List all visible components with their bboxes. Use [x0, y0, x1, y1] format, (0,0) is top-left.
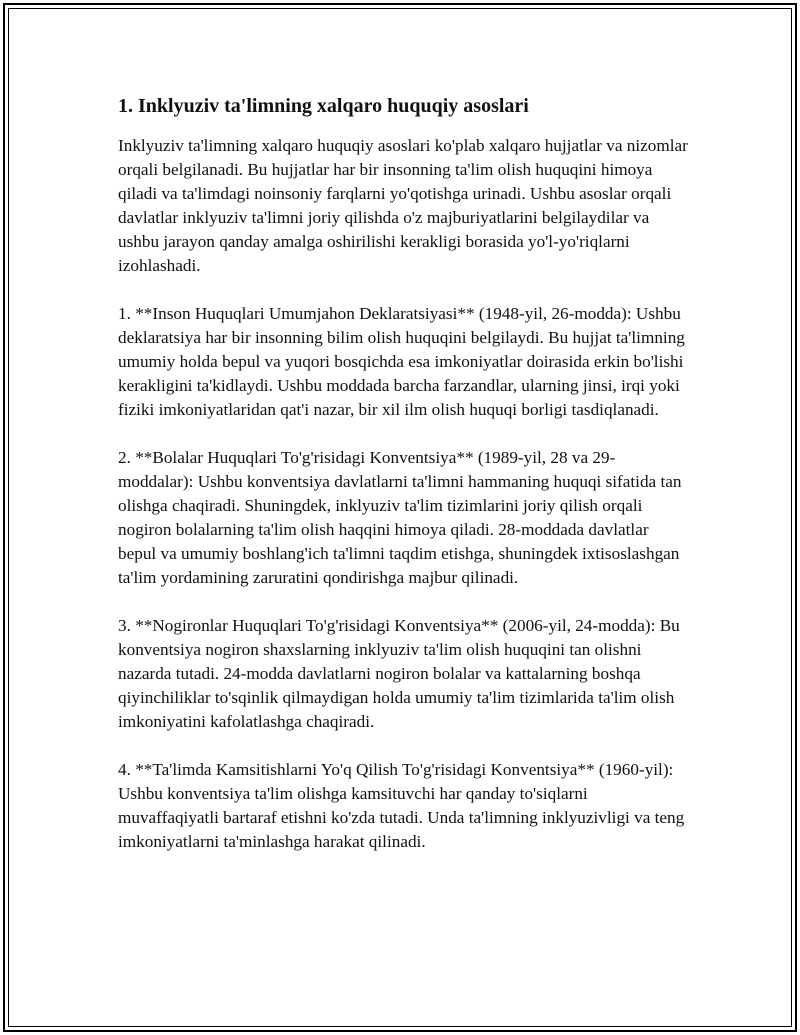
paragraph-crc: 2. **Bolalar Huquqlari To'g'risidagi Konventsiya** (1989-yil, 28 va 29-moddalar): Ushbu konventsiya davlatlarni ta'limni hammaning huquqi sifatida tan olishga chaqiradi. Shuningdek, inklyuziv ta'lim tizimlarini joriy qilish orqali nogiron bolalarning ta'lim olish haqqini himoya qiladi. 28-moddada davlatlar bepul va umumiy boshlang'ich ta'limni taqdim etishga, shuningdek ixtisoslashgan ta'lim yordamining zaruratini qondirishga majbur qilinadi.: [118, 448, 682, 587]
document-content: [118, 92, 690, 878]
intro-paragraph: Inklyuziv ta'limning xalqaro huquqiy asoslari ko'plab xalqaro hujjatlar va nizomlar orqali belgilanadi. Bu hujjatlar har bir insonning ta'lim olish huquqini himoya qiladi va ta'limdagi noinsoniy farqlarni yo'qotishga urinadi. Ushbu asoslar orqali davlatlar inklyuziv ta'limni joriy qilishda o'z majburiyatlarini belgilaydilar va ushbu jarayon qanday amalga oshirilishi kerakligi borasida yo'l-yo'riqlarni izohlashadi.: [118, 136, 688, 275]
paragraph-crpd: 3. **Nogironlar Huquqlari To'g'risidagi Konventsiya** (2006-yil, 24-modda): Bu konventsiya nogiron shaxslarning inklyuziv ta'lim olish huquqini tan olishni nazarda tutadi. 24-modda davlatlarni nogiron bolalar va kattalarning boshqa qiyinchiliklar to'sqinlik qilmaydigan holda umumiy ta'lim tizimlarida ta'lim olish imkoniyatini kafolatlashga chaqiradi.: [118, 616, 680, 731]
paragraph-udhr: 1. **Inson Huquqlari Umumjahon Deklaratsiyasi** (1948-yil, 26-modda): Ushbu deklaratsiya har bir insonning bilim olish huquqini belgilaydi. Bu hujjat ta'limning umumiy holda bepul va yuqori bosqichda esa imkoniyatlar doirasida erkin bo'lishi kerakligini ta'kidlaydi. Ushbu moddada barcha farzandlar, ularning jinsi, irqi yoki fiziki imkoniyatlaridan qat'i nazar, bir xil ilm olish huquqi borligi tasdiqlanadi.: [118, 304, 685, 419]
section-heading: 1. Inklyuziv ta'limning xalqaro huquqiy asoslari: [118, 95, 529, 117]
paragraph-discrimination-convention: 4. **Ta'limda Kamsitishlarni Yo'q Qilish To'g'risidagi Konventsiya** (1960-yil): Ushbu konventsiya ta'lim olishga kamsituvchi har qanday to'siqlarni muvaffaqiyatli bartaraf etishni ko'zda tutadi. Unda ta'limning inklyuzivligi va teng imkoniyatlarni ta'minlashga harakat qilinadi.: [118, 760, 685, 851]
